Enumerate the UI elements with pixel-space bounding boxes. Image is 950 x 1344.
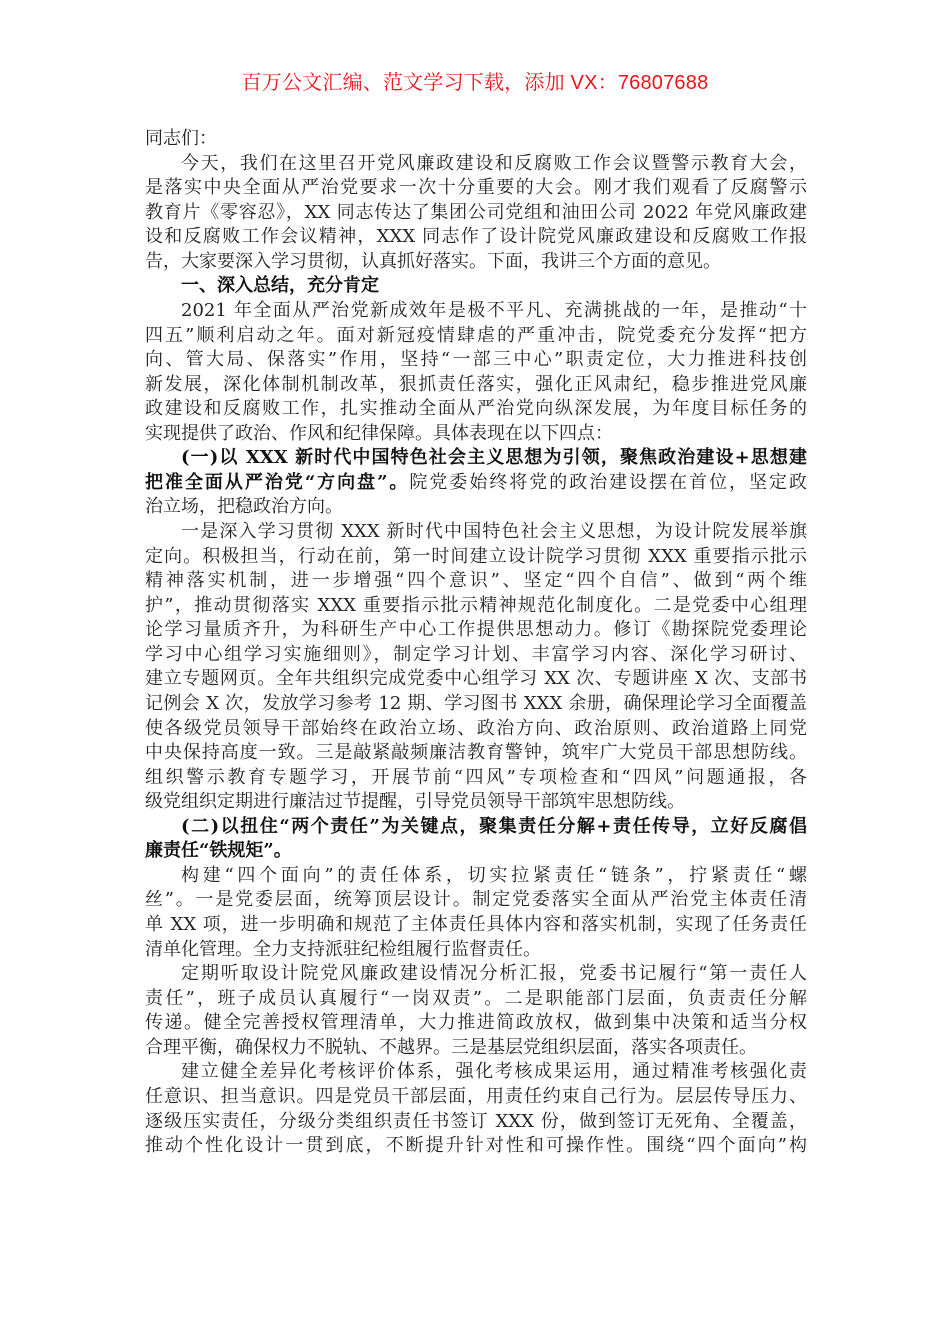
text-span: 是落实中央全面从严治党要求一次十分重要的大会。刚才我们观看了反腐警示 [145, 177, 807, 199]
text-line [145, 1085, 807, 1110]
text-line [145, 594, 807, 619]
document-body [145, 127, 807, 1159]
text-line [145, 962, 807, 987]
text-line [145, 495, 807, 520]
paragraph [145, 446, 807, 520]
text-line [145, 127, 807, 152]
text-line [145, 766, 807, 791]
text-line [145, 1011, 807, 1036]
text-line [145, 274, 807, 299]
text-span: 同志们： [145, 128, 217, 149]
text-span: 2021 年全面从严治党新成效年是极不平凡、充满挑战的一年，是推动“十 [181, 299, 807, 321]
text-line [145, 299, 807, 324]
text-line [145, 888, 807, 913]
text-span: 向、管大局、保落实”作用，坚持“一部三中心”职责定位，大力推进科技创 [145, 349, 807, 371]
text-span: 告，大家要深入学习贯彻，认真抓好落实。下面，我讲三个方面的意见。 [145, 250, 721, 272]
text-line [145, 667, 807, 692]
text-span: 中央保持高度一致。三是敲紧敲频廉洁教育警钟，筑牢广大党员干部思想防线。 [145, 742, 807, 764]
text-span: 定期听取设计院党风廉政建设情况分析汇报，党委书记履行“第一责任人 [181, 963, 807, 985]
text-span: 逐级压实责任，分级分类组织责任书签订 XXX 份，做到签订无死角、全覆盖， [145, 1110, 807, 1132]
text-line [145, 839, 807, 864]
text-line [145, 569, 807, 594]
text-span: 构建“四个面向”的责任体系，切实拉紧责任“链条”，拧紧责任“螺 [181, 864, 807, 886]
paragraph [145, 152, 807, 275]
text-span: 四五”顺利启动之年。面对新冠疫情肆虐的严重冲击，院党委充分发挥“把方 [145, 324, 807, 346]
text-line [145, 348, 807, 373]
text-line [145, 422, 807, 447]
text-span: 使各级党员领导干部始终在政治立场、政治方向、政治原则、政治道路上同党 [145, 717, 807, 739]
text-line [145, 1060, 807, 1085]
text-line [145, 397, 807, 422]
text-span: 护”，推动贯彻落实 XXX 重要指示批示精神规范化制度化。二是党委中心组理 [145, 594, 807, 616]
text-span: 任意识、担当意识。四是党员干部层面，用责任约束自己行为。层层传导压力、 [145, 1085, 807, 1107]
bold-text: 廉责任“铁规矩”。 [145, 840, 292, 862]
text-line [145, 152, 807, 177]
text-line [145, 618, 807, 643]
text-line [145, 373, 807, 398]
bold-text: (一)以 XXX 新时代中国特色社会主义思想为引领，聚焦政治建设+思想建 [181, 447, 807, 469]
text-span: 定向。积极担当，行动在前，第一时间建立设计院学习贯彻 XXX 重要指示批示 [145, 545, 807, 567]
text-line [145, 692, 807, 717]
paragraph [145, 815, 807, 864]
text-line [145, 1036, 807, 1061]
text-span: 丝”。一是党委层面，统筹顶层设计。制定党委落实全面从严治党主体责任清 [145, 889, 807, 911]
text-line [145, 1110, 807, 1135]
paragraph [145, 864, 807, 962]
text-line [145, 987, 807, 1012]
text-span: 级党组织定期进行廉洁过节提醒，引导党员领导干部筑牢思想防线。 [145, 791, 685, 813]
paragraph [145, 1060, 807, 1158]
text-span: 一是深入学习贯彻 XXX 新时代中国特色社会主义思想，为设计院发展举旗 [181, 521, 807, 542]
text-span: 学习中心组学习实施细则》，制定学习计划、丰富学习内容、深化学习研讨、 [145, 643, 807, 665]
bold-text: (二)以扭住“两个责任”为关键点，聚集责任分解+责任传导，立好反腐倡 [181, 815, 807, 837]
paragraph [145, 274, 807, 299]
text-span: 新发展，深化体制机制改革，狠抓责任落实，强化正风肃纪，稳步推进党风廉 [145, 373, 807, 395]
text-line [145, 643, 807, 668]
text-line [145, 520, 807, 545]
text-line [145, 545, 807, 570]
text-span: 精神落实机制，进一步增强“四个意识”、坚定“四个自信”、做到“两个维 [145, 570, 807, 592]
text-line [145, 913, 807, 938]
text-line [145, 250, 807, 275]
text-line [145, 815, 807, 840]
text-line [145, 864, 807, 889]
text-span: 责任”，班子成员认真履行“一岗双责”。二是职能部门层面，负责责任分解 [145, 987, 807, 1009]
text-span: 传递。健全完善授权管理清单，大力推进简政放权，做到集中决策和适当分权 [145, 1012, 807, 1034]
paragraph [145, 299, 807, 446]
text-line [145, 1134, 807, 1159]
text-span: 院党委始终将党的政治建设摆在首位，坚定政 [409, 471, 807, 493]
text-line [145, 324, 807, 349]
text-line [145, 446, 807, 471]
text-line [145, 741, 807, 766]
text-span: 推动个性化设计一贯到底，不断提升针对性和可操作性。围绕“四个面向”构 [145, 1135, 807, 1157]
bold-text: 把准全面从严治党“方向盘”。 [145, 471, 410, 493]
text-span: 设和反腐败工作会议精神，XXX 同志作了设计院党风廉政建设和反腐败工作报 [145, 226, 807, 248]
text-line [145, 201, 807, 226]
paragraph [145, 127, 807, 152]
watermark-header: 百万公文汇编、范文学习下载，添加 VX：76807688 [241, 72, 709, 94]
text-span: 论学习量质齐升，为科研生产中心工作提供思想动力。修订《勘探院党委理论 [145, 619, 807, 641]
text-span: 建立健全差异化考核评价体系，强化考核成果运用，通过精准考核强化责 [181, 1061, 807, 1083]
text-line [145, 790, 807, 815]
paragraph [145, 520, 807, 815]
text-span: 建立专题网页。全年共组织完成党委中心组学习 XX 次、专题讲座 X 次、支部书 [145, 668, 807, 690]
text-span: 合理平衡，确保权力不脱轨、不越界。三是基层党组织层面，落实各项责任。 [145, 1036, 757, 1058]
text-line [145, 471, 807, 496]
text-line [145, 938, 807, 963]
text-span: 实现提供了政治、作风和纪律保障。具体表现在以下四点： [145, 422, 613, 444]
text-span: 治立场，把稳政治方向。 [145, 496, 343, 518]
text-span: 今天，我们在这里召开党风廉政建设和反腐败工作会议暨警示教育大会， [181, 152, 807, 174]
text-span: 教育片《零容忍》，XX 同志传达了集团公司党组和油田公司 2022 年党风廉政建 [145, 201, 807, 223]
text-line [145, 176, 807, 201]
text-span: 组织警示教育专题学习，开展节前“四风”专项检查和“四风”问题通报，各 [145, 766, 807, 788]
text-span: 政建设和反腐败工作，扎实推动全面从严治党向纵深发展，为年度目标任务的 [145, 398, 807, 420]
text-line [145, 717, 807, 742]
text-span: 单 XX 项，进一步明确和规范了主体责任具体内容和落实机制，实现了任务责任 [145, 914, 807, 935]
text-span: 清单化管理。全力支持派驻纪检组履行监督责任。 [145, 938, 541, 960]
text-span: 记例会 X 次，发放学习参考 12 期、学习图书 XXX 余册，确保理论学习全面覆盖 [145, 692, 807, 714]
text-line [145, 225, 807, 250]
bold-text: 一、深入总结，充分肯定 [181, 275, 379, 297]
paragraph [145, 962, 807, 1060]
